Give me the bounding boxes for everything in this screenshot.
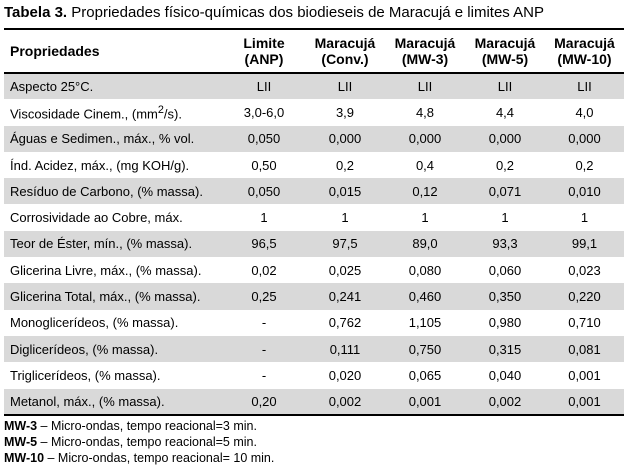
note-mw3: MW-3 – Micro-ondas, tempo reacional=3 min. [4,419,257,433]
cell-mw5: 0,071 [488,183,522,199]
cell-limit: 1 [260,210,268,226]
cell-limit: - [261,367,267,383]
cell-mw10: 0,001 [568,393,601,409]
cell-limit: - [261,315,267,331]
cell-conv: 0,111 [329,341,361,357]
table-row [4,73,624,99]
header-limit: Limite (ANP) [243,35,285,67]
cell-mw5: 1 [501,210,509,226]
cell-mw3: 89,0 [412,236,438,252]
cell-mw5: 0,2 [495,157,515,173]
cell-mw5: 93,3 [492,236,518,252]
row-property: Diglicerídeos, (% massa). [10,341,159,357]
cell-mw10: 0,010 [568,183,601,199]
cell-mw5: 0,040 [488,367,522,383]
header-mw10: Maracujá (MW-10) [554,35,615,67]
cell-mw10: 0,000 [568,131,601,147]
cell-mw3: 0,065 [408,367,442,383]
cell-mw10: 1 [580,210,589,226]
caption-label: Tabela 3. [4,4,68,21]
properties-table [4,28,624,416]
table-row [4,126,624,152]
cell-mw3: 0,000 [408,131,442,147]
cell-mw10: 0,710 [568,315,601,331]
cell-limit: 0,050 [247,131,281,147]
cell-limit: 3,0-6,0 [243,104,285,120]
note-mw5: MW-5 – Micro-ondas, tempo reacional=5 min. [4,435,257,449]
cell-conv: 97,5 [332,236,358,252]
cell-mw3: 1,105 [408,315,442,331]
cell-mw5: 0,315 [488,341,522,357]
note-mw10: MW-10 – Micro-ondas, tempo reacional= 10 min. [4,451,275,465]
cell-limit: LII [256,79,272,95]
cell-conv: 1 [341,210,349,226]
cell-mw10: 99,1 [571,236,598,252]
cell-conv: LII [337,79,353,95]
cell-limit: - [261,341,267,357]
cell-mw5: 0,350 [488,289,522,305]
table-row [4,310,624,336]
cell-conv: 0,241 [328,289,362,305]
row-property: Águas e Sedimen., máx., % vol. [10,131,195,147]
cell-limit: 0,50 [251,157,277,173]
cell-mw3: 0,460 [408,289,442,305]
cell-conv: 0,000 [328,131,362,147]
header-properties: Propriedades [10,43,100,59]
cell-limit: 0,20 [251,393,277,409]
cell-mw3: 1 [421,210,429,226]
cell-mw5: 0,002 [488,393,522,409]
header-mw3: Maracujá (MW-3) [394,35,456,67]
cell-mw10: 0,081 [568,341,601,357]
cell-mw5: 0,980 [488,315,522,331]
cell-limit: 0,02 [251,262,277,278]
cell-mw3: 0,4 [415,157,435,173]
row-property: Aspecto 25°C. [10,79,94,95]
cell-mw10: 0,2 [575,157,594,173]
row-property: Monoglicerídeos, (% massa). [10,315,179,331]
table-notes [4,418,274,466]
cell-mw5: 4,4 [495,104,515,120]
table-row [4,178,624,204]
cell-mw3: 4,8 [415,104,435,120]
cell-mw10: 0,220 [568,289,601,305]
cell-conv: 0,002 [328,393,362,409]
row-property: Glicerina Total, máx., (% massa). [10,289,201,305]
cell-mw10: LII [577,79,592,95]
cell-mw10: 0,001 [568,367,601,383]
table-header-row [4,29,624,73]
table-row [4,204,624,230]
cell-limit: 0,050 [247,183,281,199]
cell-mw3: 0,001 [408,393,442,409]
table-row [4,389,624,415]
cell-conv: 3,9 [335,104,355,120]
row-property: Glicerina Livre, máx., (% massa). [10,262,202,278]
cell-mw3: LII [417,79,433,95]
header-mw5: Maracujá (MW-5) [474,35,536,67]
row-property: Índ. Acidez, máx., (mg KOH/g). [10,157,190,173]
table-row [4,257,624,283]
cell-conv: 0,2 [335,157,355,173]
cell-conv: 0,025 [328,262,362,278]
row-property: Viscosidade Cinem., $(mm^2/s)$. [10,103,182,122]
table-row [4,99,624,125]
table-caption [4,4,544,22]
cell-mw5: LII [497,79,513,95]
table-row [4,362,624,388]
cell-limit: 96,5 [251,236,277,252]
table-row [4,152,624,178]
cell-mw5: 0,060 [488,262,522,278]
cell-limit: 0,25 [251,289,277,305]
table-row [4,231,624,257]
caption-text: Propriedades físico-químicas dos biodieseis de Maracujá e limites ANP [67,4,544,21]
table-row [4,283,624,309]
row-property: Teor de Éster, mín., (% massa). [10,236,193,252]
cell-mw3: 0,080 [408,262,442,278]
row-property: Metanol, máx., (% massa). [10,393,165,409]
header-conv: Maracujá (Conv.) [314,35,376,67]
row-property: Triglicerídeos, (% massa). [10,367,161,383]
row-property: Resíduo de Carbono, (% massa). [10,183,203,199]
cell-mw5: 0,000 [488,131,522,147]
cell-conv: 0,762 [328,315,362,331]
cell-conv: 0,020 [328,367,362,383]
cell-mw3: 0,12 [412,183,438,199]
table-row [4,336,624,362]
cell-mw10: 4,0 [575,104,594,120]
row-property: Corrosividade ao Cobre, máx. [10,210,183,226]
cell-mw10: 0,023 [568,262,601,278]
cell-mw3: 0,750 [408,341,442,357]
cell-conv: 0,015 [328,183,362,199]
